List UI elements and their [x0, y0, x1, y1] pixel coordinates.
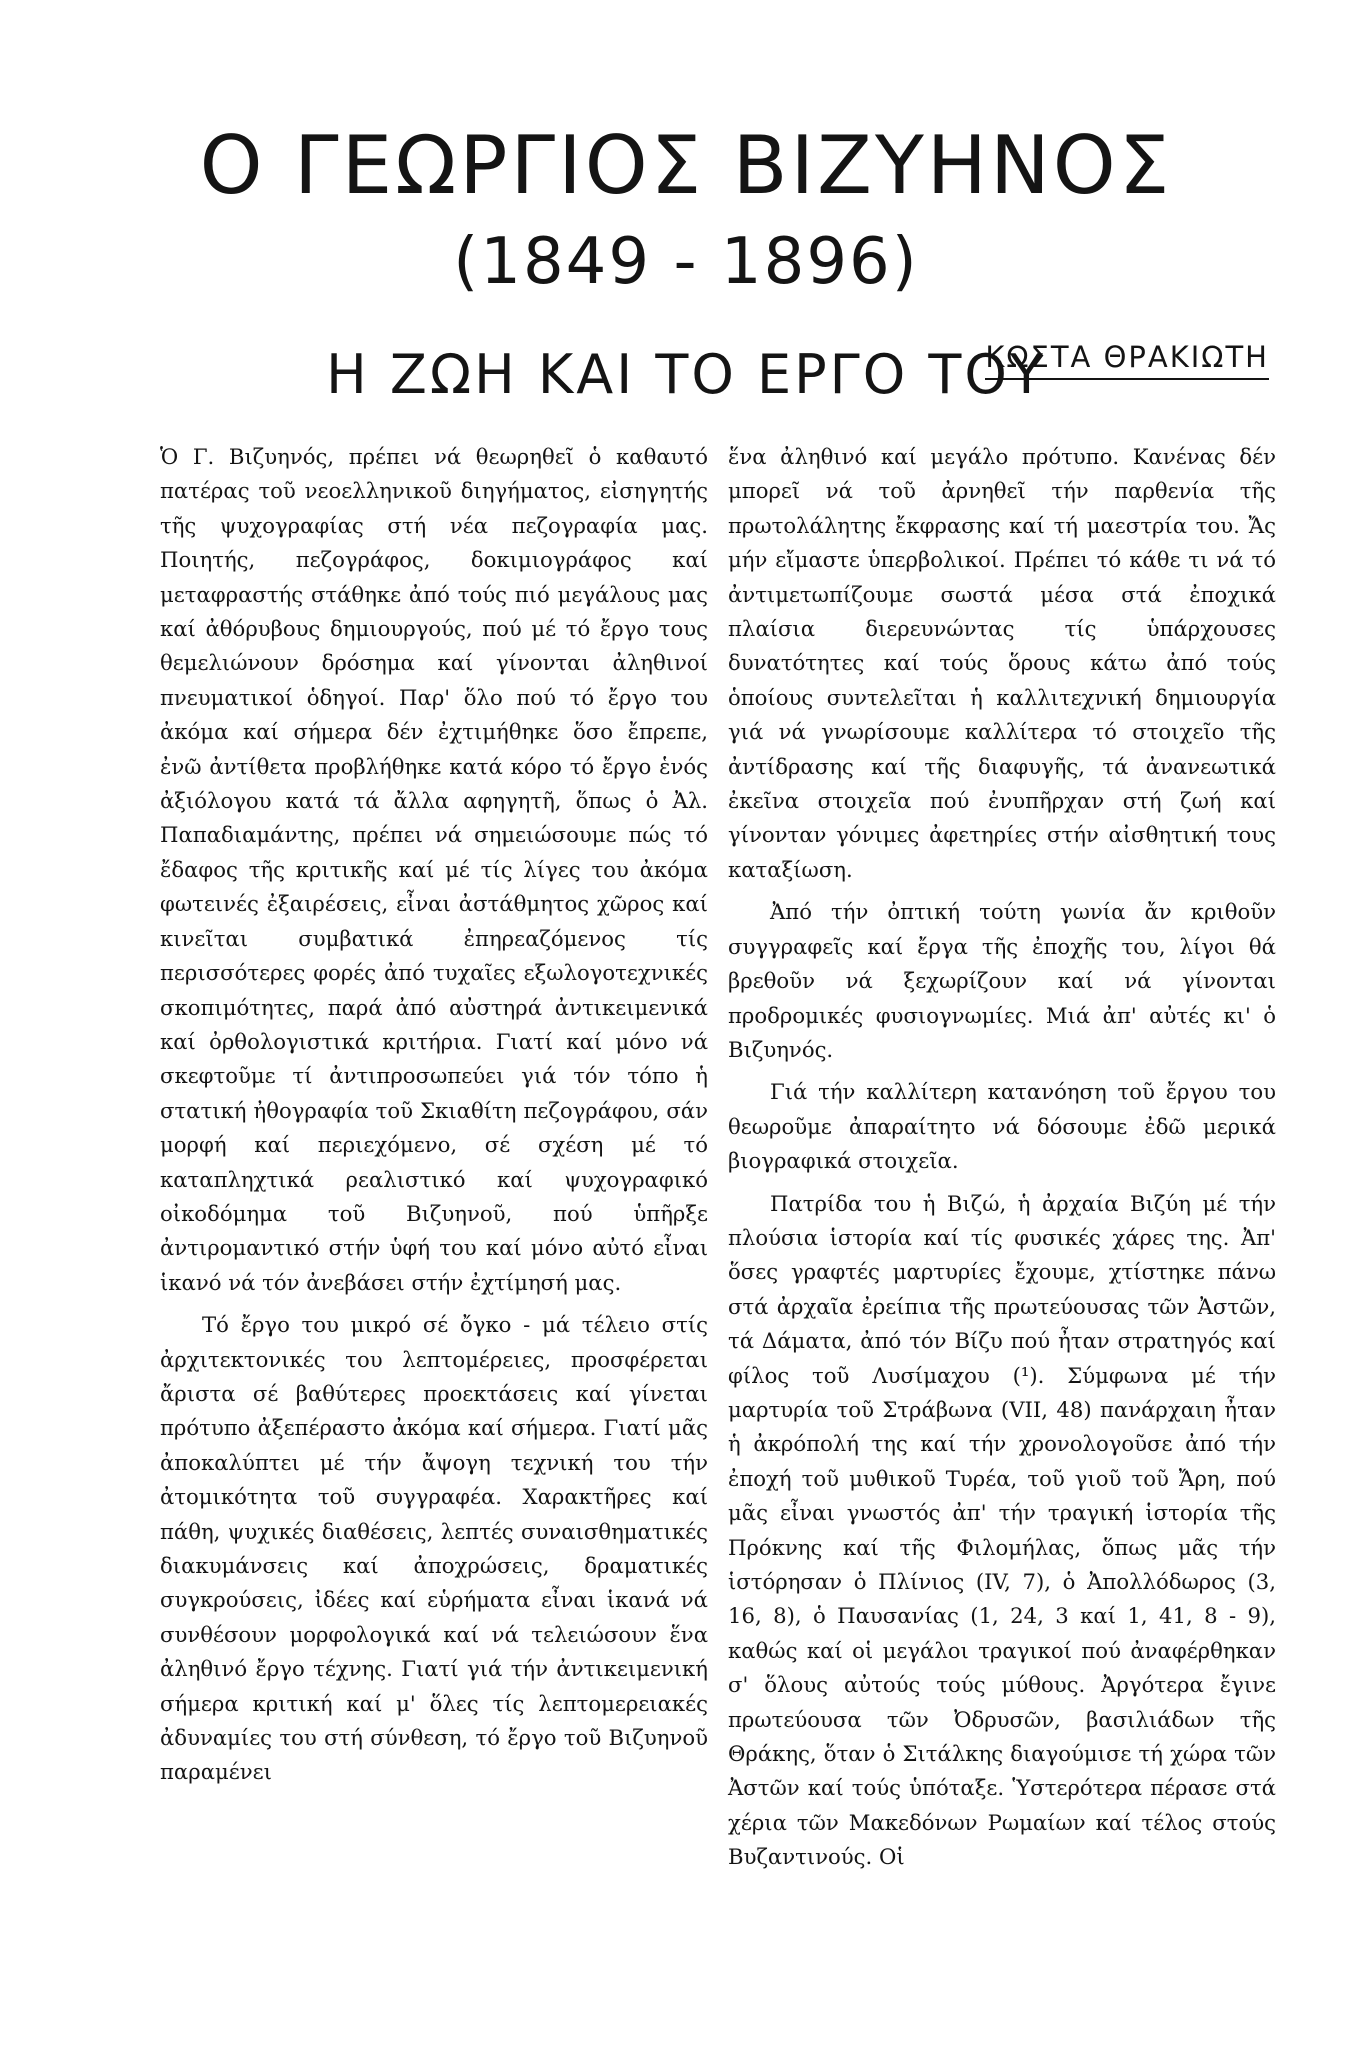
left-paragraph-2: Τό ἔργο του μικρό σέ ὄγκο - μά τέλειο στίς ἀρχιτεκτονικές του λεπτομέρειες, προσφέρεται ἄριστα σέ βαθύτερες προεκτάσεις καί γίνεται πρότυπο ἀξεπέραστο ἀκόμα καί σήμερα. Γιατί μᾶς ἀποκαλύπτει μέ τήν ἄψογη τεχνική του τήν ἀτομικότητα τοῦ συγγραφέα. Χαρακτῆρες καί πάθη, ψυχικές διαθέσεις, λεπτές συναισθηματικές διακυμάνσεις καί ἀποχρώσεις, δραματικές συγκρούσεις, ἰδέες καί εὑρήματα εἶναι ἱκανά νά συνθέσουν μορφολογικά καί νά τελειώσουν ἕνα ἀληθινό ἔργο τέχνης. Γιατί γιά τήν ἀντικειμενική σήμερα κριτική καί μ' ὅλες τίς λεπτομερειακές ἀδυναμίες του στή σύνθεση, τό ἔργο τοῦ Βιζυηνοῦ παραμένει [160, 1312, 708, 1785]
left-paragraph-1: Ὁ Γ. Βιζυηνός, πρέπει νά θεωρηθεῖ ὁ καθαυτό πατέρας τοῦ νεοελληνικοῦ διηγήματος, εἰσηγητής τῆς ψυχογραφίας στή νέα πεζογραφία μας. Ποιητής, πεζογράφος, δοκιμιογράφος καί μεταφραστής στάθηκε ἀπό τούς πιό μεγάλους μας καί ἀθόρυβους δημιουργούς, πού μέ τό ἔργο τους θεμελιώνουν δρόσημα καί γίνονται ἀληθινοί πνευματικοί ὁδηγοί. Παρ' ὅλο πού τό ἔργο του ἀκόμα καί σήμερα δέν ἐχτιμήθηκε ὅσο ἔπρεπε, ἐνῶ ἀντίθετα προβλήθηκε κατά κόρο τό ἔργο ἑνός ἀξιόλογου κατά τά ἄλλα αφηγητῆ, ὅπως ὁ Ἀλ. Παπαδιαμάντης, πρέπει νά σημειώσουμε πώς τό ἔδαφος τῆς κριτικῆς καί μέ τίς λίγες του ἀκόμα φωτεινές ἐξαιρέσεις, εἶναι ἀστάθμητος χῶρος καί κινεῖται συμβατικά ἐπηρεαζόμενος τίς περισσότερες φορές ἀπό τυχαῖες εξωλογοτεχνικές σκοπιμότητες, παρά ἀπό αὐστηρά ἀντικειμενικά καί ὀρθολογιστικά κριτήρια. Γιατί καί μόνο νά σκεφτοῦμε τί ἀντιπροσωπεύει γιά τόν τόπο ἡ στατική ἠθογραφία τοῦ Σκιαθίτη πεζογράφου, σάν μορφή καί περιεχόμενο, σέ σχέση μέ τό καταπληχτικά ρεαλιστικό καί ψυχογραφικό οἰκοδόμημα τοῦ Βιζυηνοῦ, πού ὑπῆρξε ἀντιρομαντικό στήν ὑφή του καί μόνο αὐτό εἶναι ἱκανό νά τόν ἀνεβάσει στήν ἐχτίμησή μας. [160, 444, 708, 1295]
author-byline: ΚΩΣΤΑ ΘΡΑΚΙΩΤΗ [985, 340, 1269, 380]
right-paragraph-1: ἕνα ἀληθινό καί μεγάλο πρότυπο. Κανένας δέν μπορεῖ νά τοῦ ἀρνηθεῖ τήν παρθενία τῆς πρωτολάλητης ἔκφρασης καί τή μαεστρία του. Ἄς μήν εἴμαστε ὑπερβολικοί. Πρέπει τό κάθε τι νά τό ἀντιμετωπίζουμε σωστά μέσα στά ἐποχικά πλαίσια διερευνώντας τίς ὑπάρχουσες δυνατότητες καί τούς ὅρους κάτω ἀπό τούς ὁποίους συντελεῖται ἡ καλλιτεχνική δημιουργία γιά νά γνωρίσουμε καλλίτερα τό στοιχεῖο τῆς ἀντίδρασης καί τῆς διαφυγῆς, τά ἀνανεωτικά ἐκεῖνα στοιχεῖα πού ἐνυπῆρχαν στή ζωή καί γίνονταν γόνιμες ἀφετηρίες στήν αἰσθητική τους καταξίωση. [728, 444, 1276, 882]
left-column [160, 440, 708, 1790]
article-title: Ο ΓΕΩΡΓΙΟΣ ΒΙΖΥΗΝΟΣ [199, 119, 1173, 212]
article-subtitle: Η ΖΩΗ ΚΑΙ ΤΟ ΕΡΓΟ ΤΟΥ [326, 343, 1046, 406]
right-paragraph-3: Γιά τήν καλλίτερη κατανόηση τοῦ ἔργου του θεωροῦμε ἀπαραίτητο νά δόσουμε ἐδῶ μερικά βιογραφικά στοιχεῖα. [728, 1079, 1276, 1174]
right-paragraph-2: Ἀπό τήν ὀπτική τούτη γωνία ἄν κριθοῦν συγγραφεῖς καί ἔργα τῆς ἐποχῆς του, λίγοι θά βρεθοῦν νά ξεχωρίζουν καί νά γίνονται προδρομικές φυσιογνωμίες. Μιά ἀπ' αὐτές κι' ὁ Βιζυηνός. [728, 899, 1276, 1062]
right-column [728, 440, 1276, 1875]
article-years: (1849 - 1896) [453, 225, 919, 299]
right-paragraph-4: Πατρίδα του ἡ Βιζώ, ἡ ἀρχαία Βιζύη μέ τήν πλούσια ἱστορία καί τίς φυσικές χάρες της. Ἀπ' ὅσες γραφτές μαρτυρίες ἔχουμε, χτίστηκε πάνω στά ἀρχαῖα ἐρείπια τῆς πρωτεύουσας τῶν Ἀστῶν, τά Δάματα, ἀπό τόν Βίζυ πού ἦταν στρατηγός καί φίλος τοῦ Λυσίμαχου (¹). Σύμφωνα μέ τήν μαρτυρία τοῦ Στράβωνα (VII, 48) πανάρχαιη ἦταν ἡ ἀκρόπολή της καί τήν χρονολογοῦσε ἀπό τήν ἐποχή τοῦ μυθικοῦ Τυρέα, τοῦ γιοῦ τοῦ Ἄρη, πού μᾶς εἶναι γνωστός ἀπ' τήν τραγική ἱστορία τῆς Πρόκνης καί τῆς Φιλομήλας, ὅπως μᾶς τήν ἱστόρησαν ὁ Πλίνιος (IV, 7), ὁ Ἀπολλόδωρος (3, 16, 8), ὁ Παυσανίας (1, 24, 3 καί 1, 41, 8 - 9), καθώς καί οἱ μεγάλοι τραγικοί πού ἀναφέρθηκαν σ' ὅλους αὐτούς τούς μύθους. Ἀργότερα ἔγινε πρωτεύουσα τῶν Ὀδρυσῶν, βασιλιάδων τῆς Θράκης, ὅταν ὁ Σιτάλκης διαγούμισε τή χώρα τῶν Ἀστῶν καί τούς ὑπόταξε. Ὑστερότερα πέρασε στά χέρια τῶν Μακεδόνων Ρωμαίων καί τέλος στούς Βυζαντινούς. Οἱ [728, 1190, 1276, 1870]
